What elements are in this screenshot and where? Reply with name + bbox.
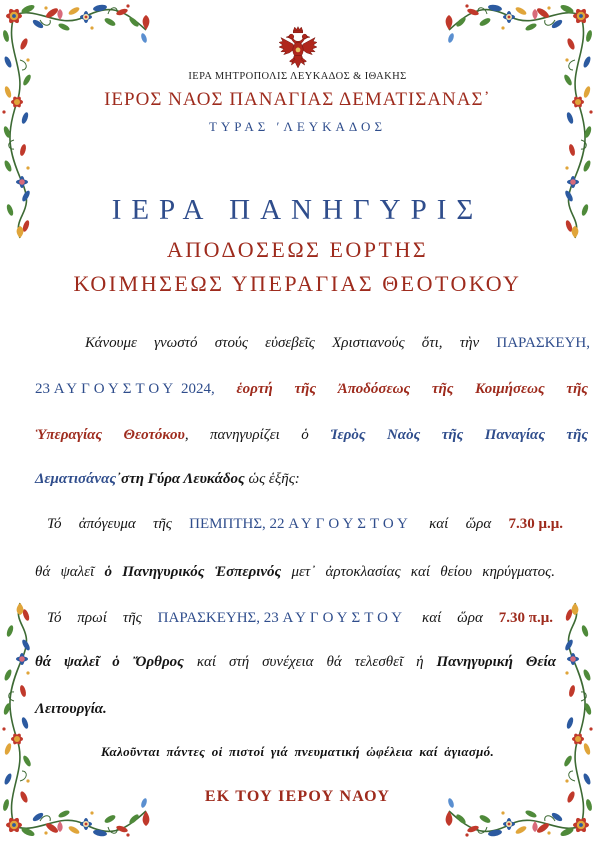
matins-service: θά ψαλεῖ ὁ Ὄρθρος <box>35 654 184 670</box>
event-subtitle-1: ΑΠΟΔΟΣΕΩΣ ΕΟΡΤΗΣ <box>166 237 429 262</box>
matins-time: 7.30 π.μ. <box>498 610 554 626</box>
vespers-line-2 <box>35 562 555 582</box>
vespers-service: ὁ Πανηγυρικός Ἑσπερινός <box>104 564 282 580</box>
as-follows-text: ὡς ἑξῆς: <box>248 471 300 487</box>
double-headed-eagle-emblem <box>279 26 317 70</box>
feast-date-year: 2024, <box>181 381 215 397</box>
village-name: ΤΥΡΑΣ ʹΛΕΥΚΑΔΟΣ <box>208 119 387 134</box>
vespers-will: θά ψαλεῖ <box>35 564 95 580</box>
vespers-line-1 <box>47 514 563 534</box>
event-subtitle-2: ΚΟΙΜΗΣΕΩΣ ΥΠΕΡΑΓΙΑΣ ΘΕΟΤΟΚΟΥ <box>73 271 522 296</box>
vespers-intro: Τό ἀπόγευμα τῆς <box>47 516 172 532</box>
matins-line-1 <box>47 608 553 628</box>
announcement-line-3 <box>35 425 588 445</box>
announcement-line-2 <box>35 379 588 399</box>
vespers-and-time: καί ὥρα <box>429 516 492 532</box>
signature: ΕΚ ΤΟΥ ΙΕΡΟΥ ΝΑΟΥ <box>204 788 391 805</box>
matins-line-3 <box>35 699 107 719</box>
feast-date <box>35 379 215 399</box>
matins-intro: Τό πρωί τῆς <box>47 610 142 626</box>
feast-name: ἑορτή τῆς Ἀποδόσεως τῆς Κοιμήσεως τῆς <box>236 381 588 397</box>
church-reference-continued: Δεματισάνας <box>35 471 117 487</box>
church-reference: Ἱερὸς Ναὸς τῆς Παναγίας τῆς <box>330 427 588 443</box>
liturgy-name-continued: Λειτουργία. <box>35 701 107 717</box>
vespers-day: ΠΕΜΠΤΗΣ, 22 <box>189 516 285 532</box>
announcement-line-1 <box>85 333 590 353</box>
matins-line-2 <box>35 652 556 672</box>
celebrates-text: , πανηγυρίζει ὁ <box>184 427 309 443</box>
matins-continuation: καί στή συνέχεια θά τελεσθεῖ ἡ <box>196 654 424 670</box>
matins-date <box>158 608 406 628</box>
matins-day: ΠΑΡΑΣΚΕΥΗΣ, 23 <box>157 610 279 626</box>
liturgy-name: Πανηγυρική Θεία <box>436 654 556 670</box>
vespers-date <box>189 514 412 534</box>
matins-month: ΑΥΓΟΥΣΤΟΥ <box>282 610 407 626</box>
feast-name-continued: Ὑπεραγίας Θεοτόκου <box>35 427 185 443</box>
feast-day: ΠΑΡΑΣΚΕΥΗ, <box>496 335 590 351</box>
vespers-month: ΑΥΓΟΥΣΤΟΥ <box>288 516 412 532</box>
invitation-text: Καλοῦνται πάντες οἱ πιστοί γιά πνευματική ὠφέλεια καί ἁγιασμό. <box>100 744 495 759</box>
metropolis-name: ΙΕΡΑ ΜΗΤΡΟΠΟΛΙΣ ΛΕΥΚΑΔΟΣ & ΙΘΑΚΗΣ <box>188 71 407 82</box>
announcement-intro: Κάνουμε γνωστό στούς εὐσεβεῖς Χριστιανούς ὅτι, τὴν <box>85 335 480 351</box>
vespers-details: μετ᾽ ἀρτοκλασίας καί θείου κηρύγματος. <box>291 564 556 580</box>
feast-date-month: ΑΥΓΟΥΣΤΟΥ <box>53 381 178 397</box>
place-name: ᾽στη Γύρα Λευκάδος <box>116 471 245 487</box>
feast-date-day: 23 <box>35 381 50 397</box>
church-name: ΙΕΡΟΣ ΝΑΟΣ ΠΑΝΑΓΙΑΣ ΔΕΜΑΤΙΣΑΝΑΣ᾿ <box>104 89 491 110</box>
announcement-line-4 <box>35 469 300 489</box>
matins-and-time: καί ὥρα <box>422 610 483 626</box>
vespers-time: 7.30 μ.μ. <box>508 516 564 532</box>
event-title: ΙΕΡΑ ΠΑΝΗΓΥΡΙΣ <box>111 194 484 226</box>
